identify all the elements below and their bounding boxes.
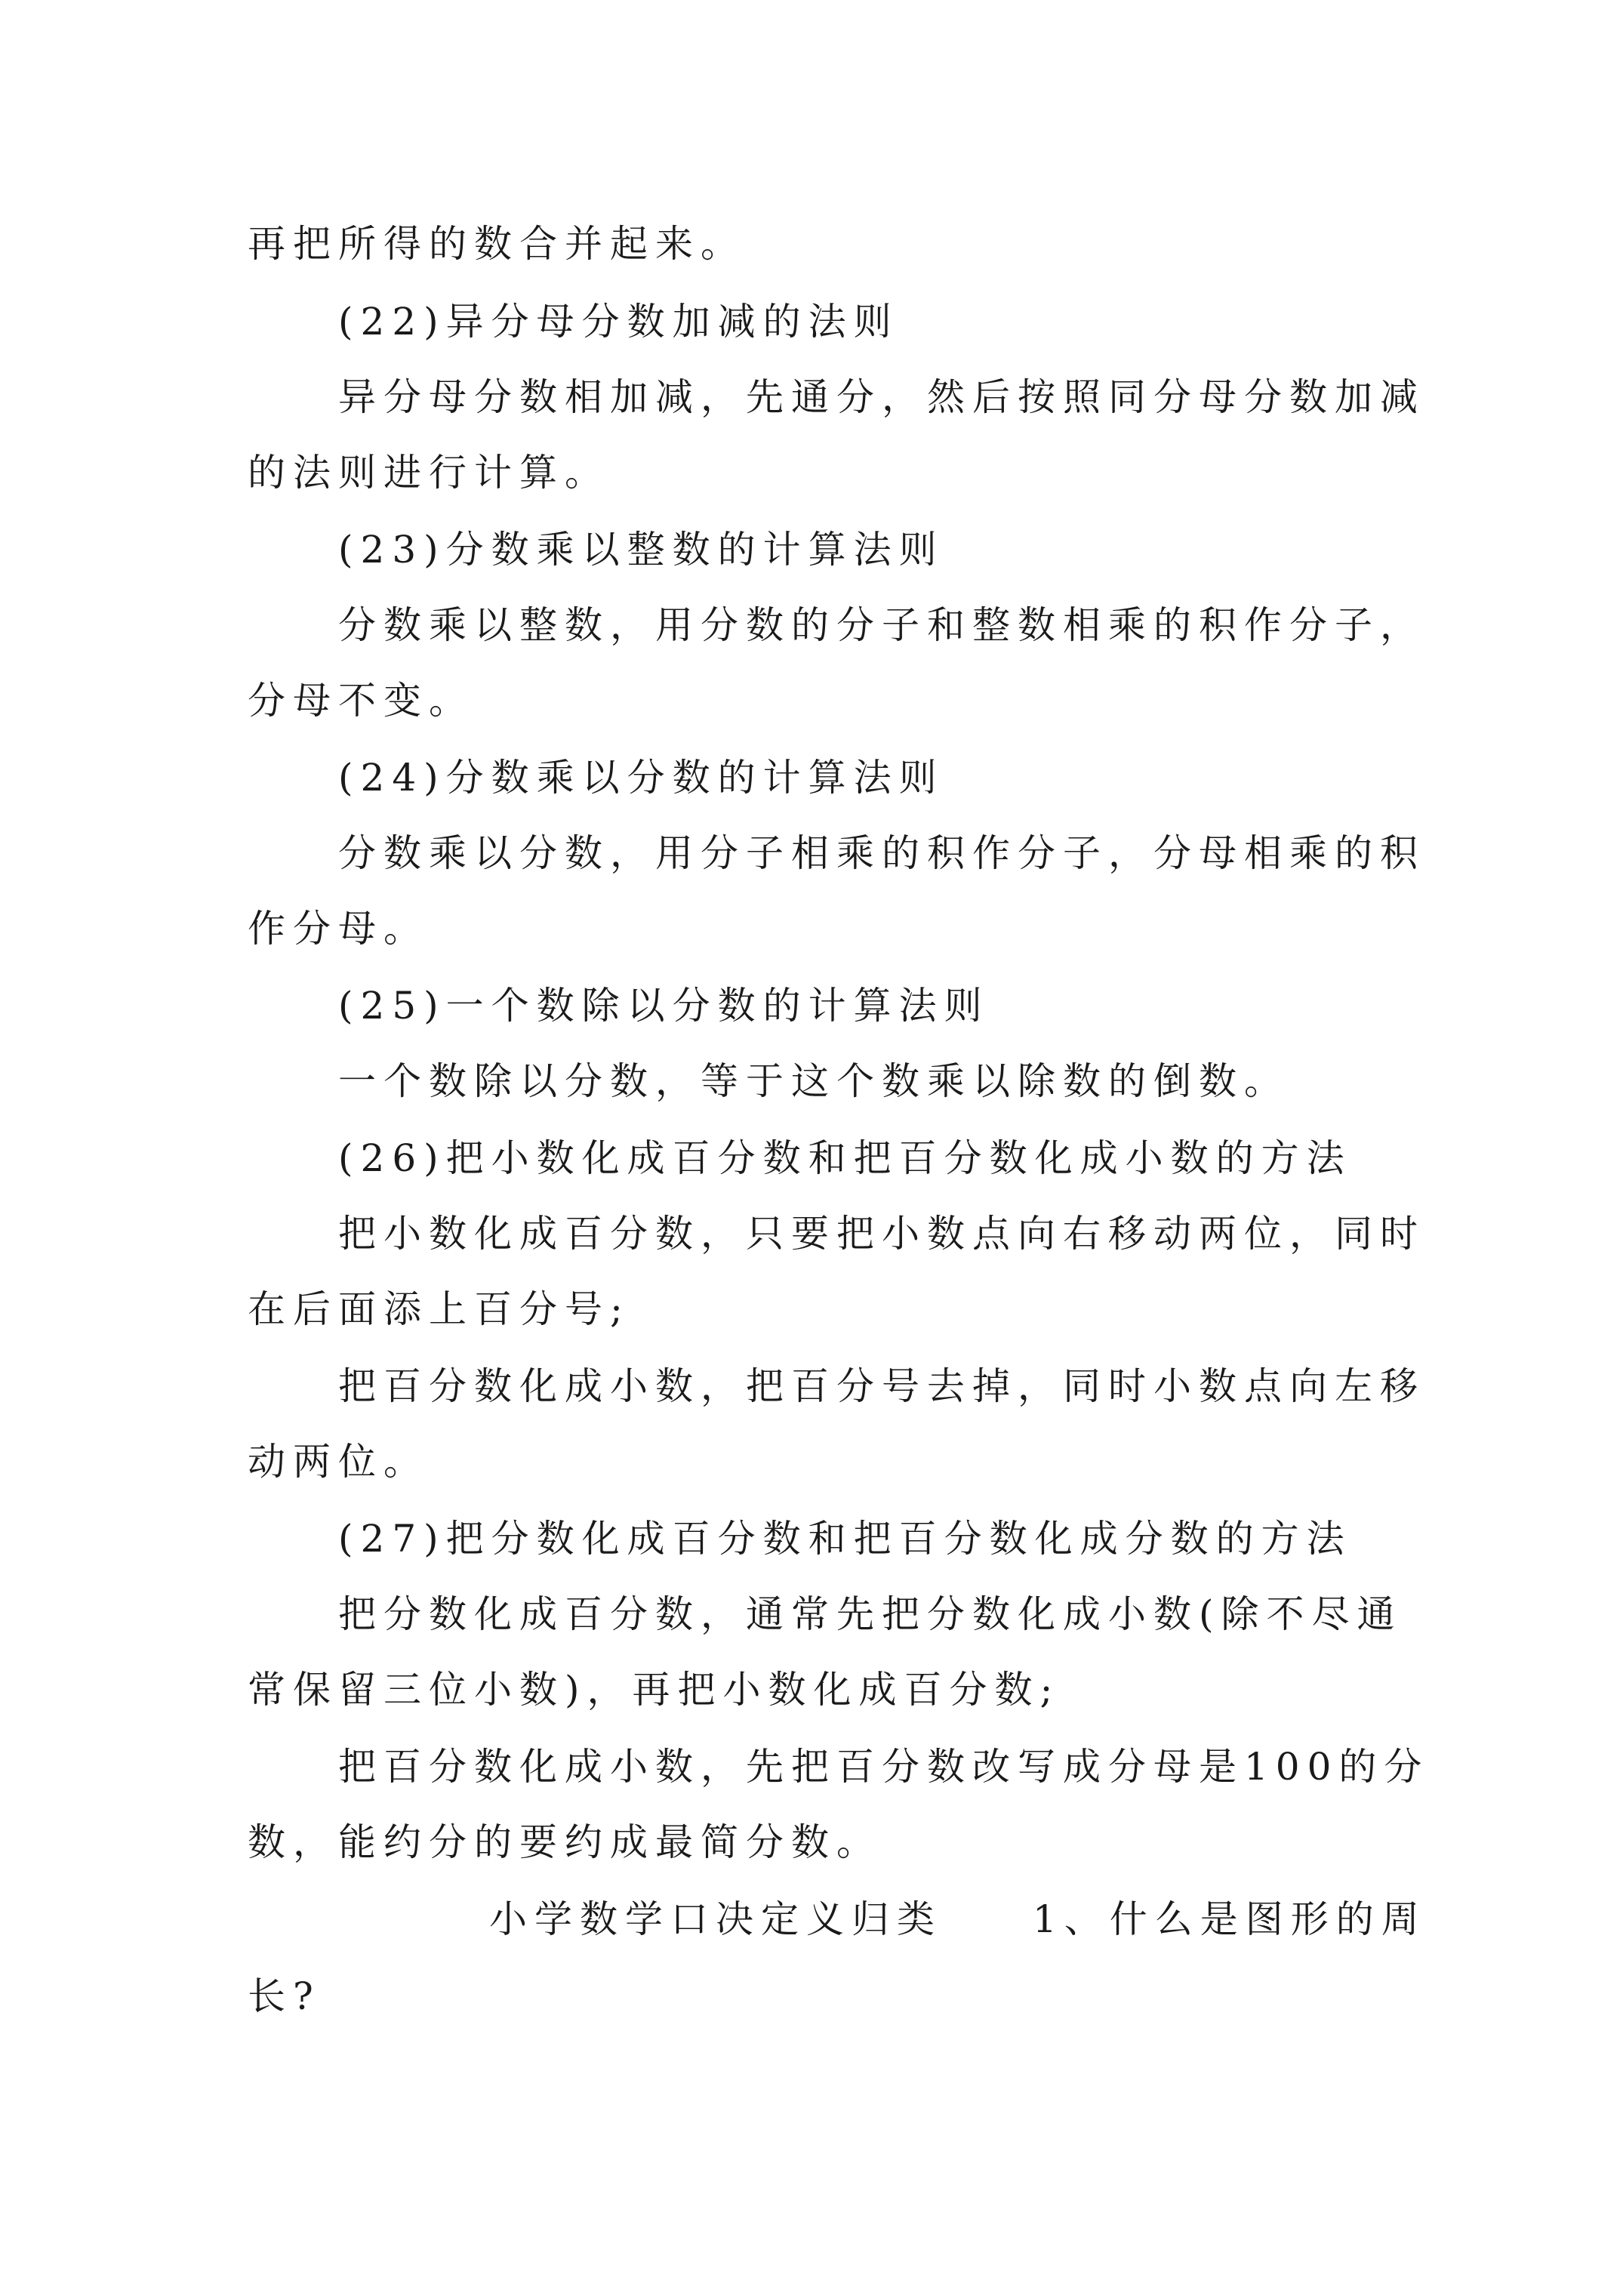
section-heading-23: (23)分数乘以整数的计算法则 (338, 528, 944, 572)
text-line-1: 再把所得的数合并起来。 (248, 222, 746, 266)
text-line-22: 数，能约分的要约成最简分数。 (248, 1820, 882, 1864)
text-line-3: 异分母分数相加减，先通分，然后按照同分母分数加减 (338, 375, 1425, 419)
text-line-12: 一个数除以分数，等于这个数乘以除数的倒数。 (338, 1059, 1289, 1103)
text-line-9: 分数乘以分数，用分子相乘的积作分子，分母相乘的积 (338, 831, 1425, 875)
section-heading-25: (25)一个数除以分数的计算法则 (338, 984, 990, 1028)
text-line-4: 的法则进行计算。 (248, 451, 610, 495)
text-line-10: 作分母。 (248, 907, 429, 951)
section-title: 小学数学口决定义归类 1、什么是图形的周 (489, 1897, 1427, 1941)
text-line-21: 把百分数化成小数，先把百分数改写成分母是100的分 (338, 1745, 1430, 1789)
text-line-20: 常保留三位小数)，再把小数化成百分数; (248, 1668, 1061, 1712)
text-line-19: 把分数化成百分数，通常先把分数化成小数(除不尽通 (338, 1592, 1403, 1636)
text-line-24: 长? (248, 1974, 321, 2018)
text-line-17: 动两位。 (248, 1440, 429, 1484)
text-line-16: 把百分数化成小数，把百分号去掉，同时小数点向左移 (338, 1364, 1425, 1408)
text-line-15: 在后面添上百分号; (248, 1287, 630, 1331)
section-heading-26: (26)把小数化成百分数和把百分数化成小数的方法 (338, 1136, 1352, 1180)
section-heading-24: (24)分数乘以分数的计算法则 (338, 756, 944, 800)
text-line-6: 分数乘以整数，用分数的分子和整数相乘的积作分子， (338, 603, 1425, 647)
section-heading-22: (22)异分母分数加减的法则 (338, 300, 899, 344)
section-heading-27: (27)把分数化成百分数和把百分数化成分数的方法 (338, 1517, 1352, 1561)
text-line-14: 把小数化成百分数，只要把小数点向右移动两位，同时 (338, 1212, 1425, 1256)
text-line-7: 分母不变。 (248, 679, 474, 723)
